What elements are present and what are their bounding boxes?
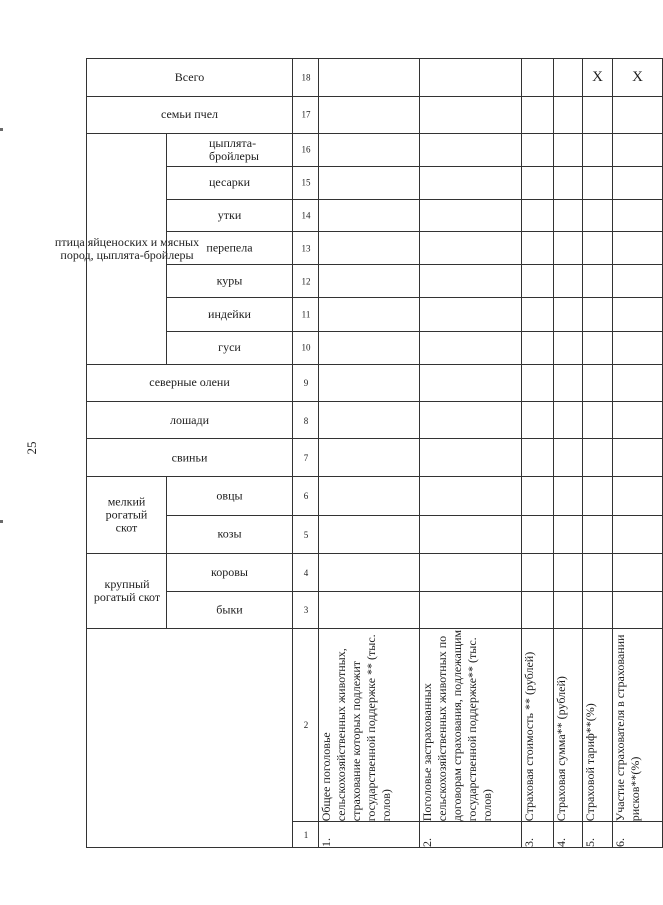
scan-dust-mark: [0, 128, 3, 131]
blank-header-cell: [87, 629, 293, 848]
header-broilers: цыплята-бройлеры: [167, 134, 293, 167]
header-goats: козы: [167, 515, 293, 554]
row-label: Общее поголовье сельскохозяйственных животных, страхование которых подлежит государственной поддержке ** (тыс. голов): [319, 629, 420, 822]
header-reindeer: северные олени: [87, 364, 293, 401]
table-row: [522, 59, 554, 848]
column-number-row: [293, 59, 319, 848]
column-number: 6: [293, 476, 319, 515]
header-mrs: мелкий рогатый скот: [87, 476, 167, 553]
row-number: 5.: [583, 822, 613, 848]
row-label: Страховая стоимость ** (рублей): [522, 629, 554, 822]
header-guinea-fowl: цесарки: [167, 166, 293, 199]
column-number: 11: [293, 297, 319, 331]
header-bees: семьи пчел: [87, 96, 293, 133]
header-pigs: свиньи: [87, 439, 293, 476]
header-krs: крупный рогатый скот: [87, 554, 167, 629]
column-number: 1: [293, 822, 319, 848]
page-number: 25: [24, 441, 39, 455]
column-number: 16: [293, 134, 319, 167]
header-sheep: овцы: [167, 476, 293, 515]
header-ducks: утки: [167, 199, 293, 232]
column-number: 13: [293, 232, 319, 265]
header-hens: куры: [167, 265, 293, 298]
column-number: 8: [293, 402, 319, 439]
table-row: [420, 59, 522, 848]
row-number: 3.: [522, 822, 554, 848]
not-applicable-mark: Х: [583, 59, 613, 97]
header-turkeys: индейки: [167, 297, 293, 331]
header-cows: коровы: [167, 554, 293, 591]
table-row: [319, 59, 420, 848]
header-birds: птица яйценоских и мясных пород, цыплята-бройлеры: [87, 134, 167, 365]
header-total: Всего: [87, 59, 293, 97]
table-row: [613, 59, 663, 848]
header-quails: перепела: [167, 232, 293, 265]
column-number: 14: [293, 199, 319, 232]
table-row: [554, 59, 583, 848]
insurance-table: [54, 58, 663, 848]
header-horses: лошади: [87, 402, 293, 439]
column-number: 10: [293, 331, 319, 364]
column-number: 18: [293, 59, 319, 97]
row-number: 2.: [420, 822, 522, 848]
column-number: 3: [293, 591, 319, 628]
column-number: 2: [293, 629, 319, 822]
table-row: [583, 59, 613, 848]
column-number: 12: [293, 265, 319, 298]
column-number: 5: [293, 515, 319, 554]
column-number: 7: [293, 439, 319, 476]
column-number: 17: [293, 96, 319, 133]
header-bulls: быки: [167, 591, 293, 628]
column-number: 15: [293, 166, 319, 199]
row-label: Страховой тариф**(%): [583, 629, 613, 822]
row-number: 4.: [554, 822, 583, 848]
row-label: Поголовье застрахованных сельскохозяйственных животных по договорам страхования, подлежащим государственной поддержке** (тыс. голов): [420, 629, 522, 822]
row-label: Страховая сумма** (рублей): [554, 629, 583, 822]
row-number: 6.: [613, 822, 663, 848]
scan-dust-mark: [0, 520, 3, 523]
header-geese: гуси: [167, 331, 293, 364]
rotated-table-frame: [54, 58, 643, 848]
not-applicable-mark: Х: [613, 59, 663, 97]
row-number: 1.: [319, 822, 420, 848]
column-number: 4: [293, 554, 319, 591]
row-label: Участие страхователя в страховании рисков**(%): [613, 629, 663, 822]
column-number: 9: [293, 364, 319, 401]
